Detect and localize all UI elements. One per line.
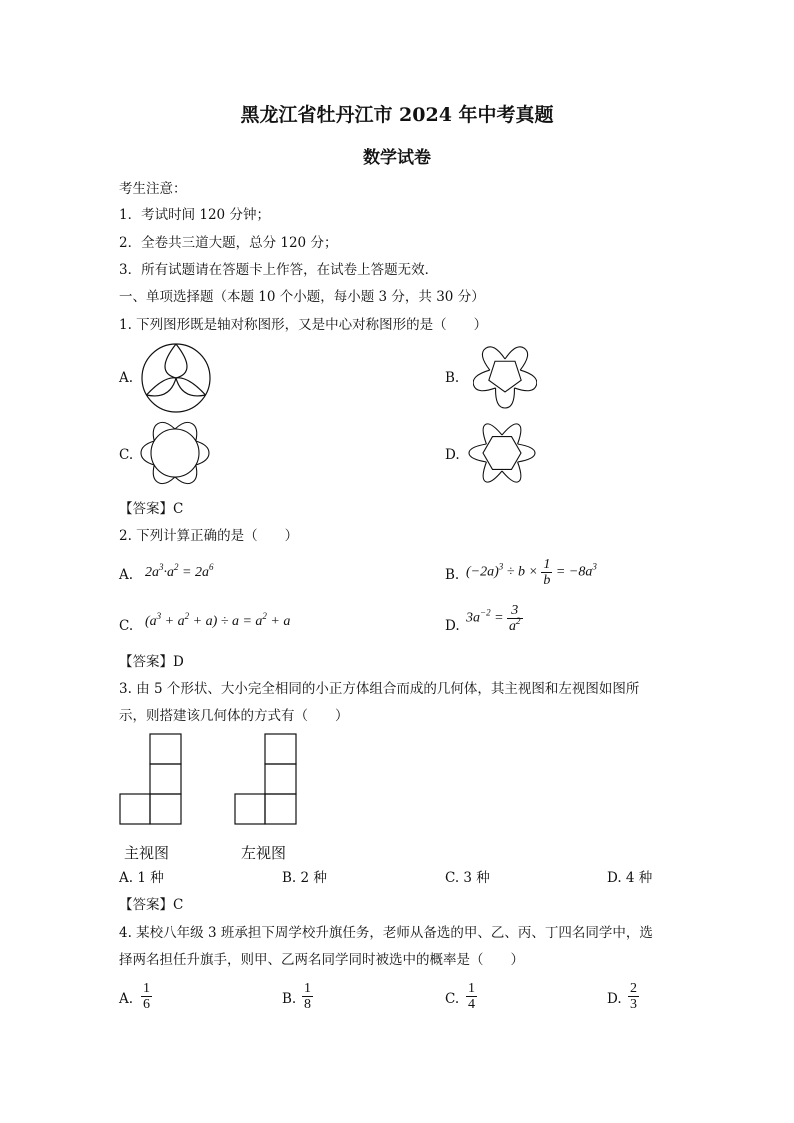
q4-option-c-fraction: $\frac{1}{4}$ — [468, 981, 475, 1012]
notice-item: 1．考试时间 120 分钟； — [119, 207, 270, 223]
q1-answer: 【答案】C — [119, 501, 184, 517]
q3-option-c: C. 3 种 — [445, 870, 490, 886]
q4-stem-line1: 4. 某校八年级 3 班承担下周学校升旗任务，老师从备选的甲、乙、丙、丁四名同学中，选 — [119, 925, 653, 941]
q4-stem-line2: 择两名担任升旗手，则甲、乙两名同学同时被选中的概率是（ ） — [119, 952, 524, 968]
q4-option-label-b: B. — [282, 991, 297, 1007]
q3-option-b: B. 2 种 — [282, 870, 327, 886]
page-title: 黑龙江省牡丹江市 2024 年中考真题 — [240, 104, 554, 126]
q3-answer: 【答案】C — [119, 897, 184, 913]
q3-front-view-figure — [118, 732, 184, 826]
q4-option-label-a: A. — [119, 991, 134, 1007]
q1-figure-d — [467, 418, 537, 488]
q3-stem-line2: 示，则搭建该几何体的方式有（ ） — [119, 708, 349, 724]
q2-option-c-formula: $(a^3 + a^2 + a) \div a = a^2 + a$ — [145, 611, 291, 629]
q4-option-label-c: C. — [445, 991, 460, 1007]
q1-figure-a — [140, 342, 212, 414]
q1-option-label-a: A. — [119, 370, 134, 386]
q2-option-label-d: D. — [445, 618, 460, 634]
q3-front-view-caption: 主视图 — [124, 844, 170, 862]
q2-option-label-b: B. — [445, 567, 460, 583]
notice-heading: 考生注意： — [119, 181, 187, 197]
q4-option-b-fraction: $\frac{1}{8}$ — [304, 981, 311, 1012]
page-subtitle: 数学试卷 — [363, 148, 431, 168]
q2-option-label-a: A. — [119, 567, 134, 583]
q2-answer: 【答案】D — [119, 654, 184, 670]
q1-figure-c — [138, 418, 212, 488]
notice-item: 3．所有试题请在答题卡上作答，在试卷上答题无效． — [119, 262, 439, 278]
q3-option-a: A. 1 种 — [119, 870, 164, 886]
q2-stem: 2. 下列计算正确的是（ ） — [119, 528, 299, 544]
q2-option-label-c: C. — [119, 618, 134, 634]
q1-option-label-b: B. — [445, 370, 460, 386]
q3-option-d: D. 4 种 — [607, 870, 653, 886]
q3-stem-line1: 3. 由 5 个形状、大小完全相同的小正方体组合而成的几何体，其主视图和左视图如图所 — [119, 681, 640, 697]
q4-option-label-d: D. — [607, 991, 622, 1007]
q1-figure-b — [473, 340, 537, 410]
q4-option-a-fraction: $\frac{1}{6}$ — [143, 981, 150, 1012]
q2-option-b-formula: $(-2a)^3 \div b$ × $\frac{1}{b}$ = $-8a^3$ — [466, 557, 597, 588]
q1-option-label-c: C. — [119, 447, 134, 463]
q3-left-view-figure — [233, 732, 299, 826]
q3-left-view-caption: 左视图 — [241, 844, 287, 862]
q2-option-a-formula: $2a^3\cdot a^2 = 2a^6$ — [145, 562, 214, 580]
q2-option-d-formula: $3a^{-2}$ = $\frac{3}{a^2}$ — [466, 603, 521, 634]
q4-option-d-fraction: $\frac{2}{3}$ — [630, 981, 637, 1012]
section-heading: 一、单项选择题（本题 10 个小题，每小题 3 分，共 30 分） — [119, 289, 485, 305]
q1-option-label-d: D. — [445, 447, 460, 463]
notice-item: 2．全卷共三道大题，总分 120 分； — [119, 235, 338, 251]
q1-stem: 1. 下列图形既是轴对称图形，又是中心对称图形的是（ ） — [119, 317, 488, 333]
